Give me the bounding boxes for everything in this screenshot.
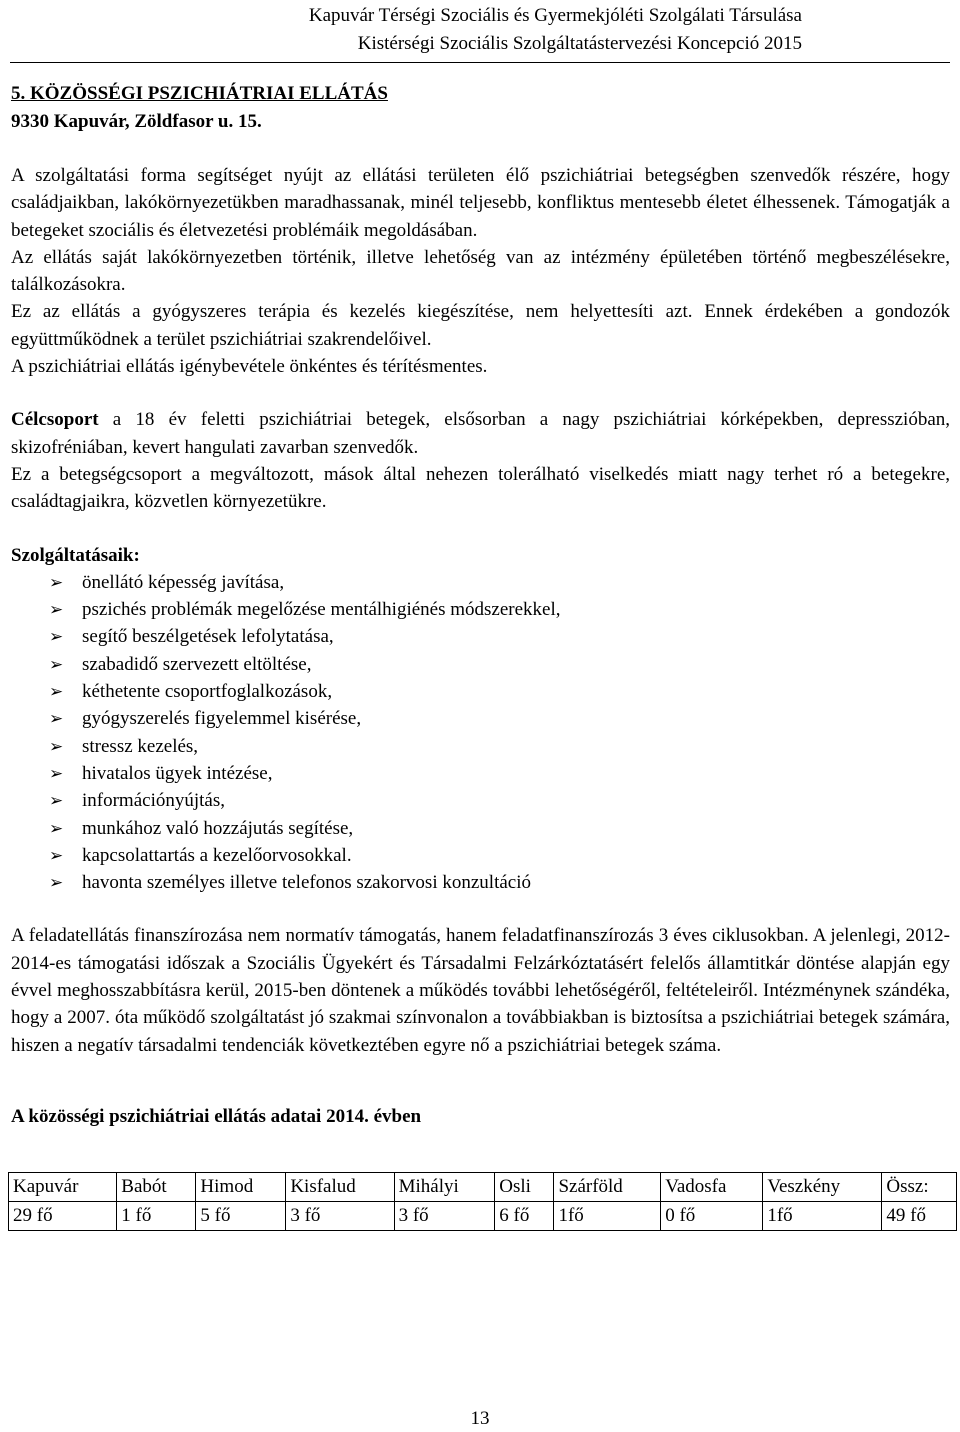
arrow-bullet-icon: ➢ bbox=[49, 845, 64, 865]
stats-value-cell: 0 fő bbox=[661, 1202, 763, 1231]
service-item-text: munkához való hozzájutás segítése, bbox=[82, 817, 354, 839]
service-list-item bbox=[11, 623, 950, 650]
stats-value-cell: 1fő bbox=[554, 1202, 661, 1231]
stats-value-cell: 3 fő bbox=[286, 1202, 394, 1231]
service-item-text: hivatalos ügyek intézése, bbox=[82, 762, 273, 784]
header-document-title: Kistérségi Szociális Szolgáltatástervezési Koncepció 2015 bbox=[357, 33, 802, 54]
stats-table bbox=[8, 1172, 957, 1231]
services-list bbox=[11, 569, 950, 897]
target-group-paragraph bbox=[11, 406, 950, 461]
arrow-bullet-icon: ➢ bbox=[49, 791, 64, 811]
stats-heading: A közösségi pszichiátriai ellátás adatai 2014. évben bbox=[11, 1105, 422, 1127]
page-header bbox=[102, 2, 802, 58]
service-item-text: segítő beszélgetések lefolytatása, bbox=[82, 626, 334, 648]
service-list-item bbox=[11, 760, 950, 787]
stats-value-cell: 1 fő bbox=[117, 1202, 196, 1231]
service-list-item bbox=[11, 705, 950, 732]
arrow-bullet-icon: ➢ bbox=[49, 654, 64, 674]
service-item-text: önellátó képesség javítása, bbox=[82, 571, 285, 593]
service-list-item bbox=[11, 651, 950, 678]
section-title-block bbox=[11, 80, 950, 136]
arrow-bullet-icon: ➢ bbox=[49, 627, 64, 647]
stats-header-cell: Himod bbox=[196, 1173, 286, 1202]
arrow-bullet-icon: ➢ bbox=[49, 600, 64, 620]
intro-paragraph-3: Ez az ellátás a gyógyszeres terápia és kezelés kiegészítése, nem helyettesíti azt. Ennek érdekében a gondozók együttműködnek a terület pszichiátriai szakrendelőivel. bbox=[11, 301, 950, 350]
service-item-text: információnyújtás, bbox=[82, 790, 225, 812]
stats-value-cell: 6 fő bbox=[495, 1202, 554, 1231]
service-item-text: kapcsolattartás a kezelőorvosokkal. bbox=[82, 844, 352, 866]
stats-header-row bbox=[9, 1173, 957, 1202]
section-address: 9330 Kapuvár, Zöldfasor u. 15. bbox=[11, 111, 262, 132]
stats-header-cell: Kapuvár bbox=[9, 1173, 117, 1202]
arrow-bullet-icon: ➢ bbox=[49, 873, 64, 893]
service-list-item bbox=[11, 596, 950, 623]
services-heading: Szolgáltatásaik: bbox=[11, 544, 140, 566]
arrow-bullet-icon: ➢ bbox=[49, 763, 64, 783]
service-list-item bbox=[11, 815, 950, 842]
arrow-bullet-icon: ➢ bbox=[49, 709, 64, 729]
stats-value-cell: 1fő bbox=[763, 1202, 882, 1231]
service-list-item bbox=[11, 678, 950, 705]
target-group-label: Célcsoport bbox=[11, 409, 99, 431]
arrow-bullet-icon: ➢ bbox=[49, 736, 64, 756]
stats-header-cell: Szárföld bbox=[554, 1173, 661, 1202]
service-list-item bbox=[11, 733, 950, 760]
service-item-text: havonta személyes illetve telefonos szakorvosi konzultáció bbox=[82, 872, 531, 894]
stats-header-cell: Kisfalud bbox=[286, 1173, 394, 1202]
arrow-bullet-icon: ➢ bbox=[49, 572, 64, 592]
service-list-item bbox=[11, 787, 950, 814]
funding-paragraph: A feladatellátás finanszírozása nem normatív támogatás, hanem feladatfinanszírozás 3 éves ciklusokban. A jelenlegi, 2012-2014-es támogatási időszak a Szociális Ügyekért és Társadalmi Felzárkóztatásért felelős államtitkár döntése alapján egy évvel meghosszabbításra kerül, 2015-ben döntenek a működés további lehetőségéről, feltételeiről. Intézménynek szándéka, hogy a 2007. óta működő szolgáltatást jó szakmai színvonalon a továbbiakban is biztosítsa a pszichiátriai betegek számára, hiszen a negatív társadalmi tendenciák következtében egyre nő a pszichiátriai betegek száma. bbox=[11, 925, 950, 1056]
intro-paragraph-2: Az ellátás saját lakókörnyezetben történik, illetve lehetőség van az intézmény épületében történő megbeszélésekre, találkozásokra. bbox=[11, 246, 950, 296]
service-item-text: szabadidő szervezett eltöltése, bbox=[82, 653, 312, 675]
stats-value-cell: 29 fő bbox=[9, 1202, 117, 1231]
arrow-bullet-icon: ➢ bbox=[49, 818, 64, 838]
service-list-item bbox=[11, 869, 950, 896]
service-item-text: stressz kezelés, bbox=[82, 735, 199, 757]
service-item-text: kéthetente csoportfoglalkozások, bbox=[82, 681, 333, 703]
stats-header-cell: Veszkény bbox=[763, 1173, 882, 1202]
service-item-text: pszichés problémák megelőzése mentálhigiénés módszerekkel, bbox=[82, 599, 561, 621]
section-title: 5. KÖZÖSSÉGI PSZICHIÁTRIAI ELLÁTÁS bbox=[11, 83, 388, 104]
stats-header-cell: Össz: bbox=[882, 1173, 957, 1202]
service-list-item bbox=[11, 569, 950, 596]
service-item-text: gyógyszerelés figyelemmel kisérése, bbox=[82, 708, 362, 730]
stats-header-cell: Vadosfa bbox=[661, 1173, 763, 1202]
arrow-bullet-icon: ➢ bbox=[49, 682, 64, 702]
stats-value-cell: 49 fő bbox=[882, 1202, 957, 1231]
target-group-burden-paragraph: Ez a betegségcsoport a megváltozott, mások által nehezen tolerálható viselkedés miatt nagy terhet ró a betegekre, családtagjaikra, közvetlen környezetükre. bbox=[11, 463, 950, 513]
header-organization: Kapuvár Térségi Szociális és Gyermekjóléti Szolgálati Társulása bbox=[308, 5, 802, 26]
stats-value-row bbox=[9, 1202, 957, 1231]
stats-header-cell: Osli bbox=[495, 1173, 554, 1202]
header-divider bbox=[10, 62, 950, 63]
page-content bbox=[11, 80, 950, 1231]
target-group-text: a 18 év feletti pszichiátriai betegek, elsősorban a nagy pszichiátriai kórképekben, depresszióban, skizofréniában, kevert hangulati zavarban szenvedők. bbox=[11, 409, 950, 458]
intro-paragraph-4: A pszichiátriai ellátás igénybevétele önkéntes és térítésmentes. bbox=[11, 356, 488, 378]
service-list-item bbox=[11, 842, 950, 869]
stats-value-cell: 3 fő bbox=[394, 1202, 495, 1231]
stats-header-cell: Mihályi bbox=[394, 1173, 495, 1202]
page-number: 13 bbox=[470, 1408, 490, 1429]
intro-paragraph-1: A szolgáltatási forma segítséget nyújt az ellátási területen élő pszichiátriai betegségben szenvedők részére, hogy családjaikban, lakókörnyezetükben maradhassanak, minél teljesebb, konfliktus mentesebb életet élhessenek. Támogatják a betegeket szociális és életvezetési problémáik megoldásában. bbox=[11, 165, 950, 241]
stats-value-cell: 5 fő bbox=[196, 1202, 286, 1231]
stats-header-cell: Babót bbox=[117, 1173, 196, 1202]
